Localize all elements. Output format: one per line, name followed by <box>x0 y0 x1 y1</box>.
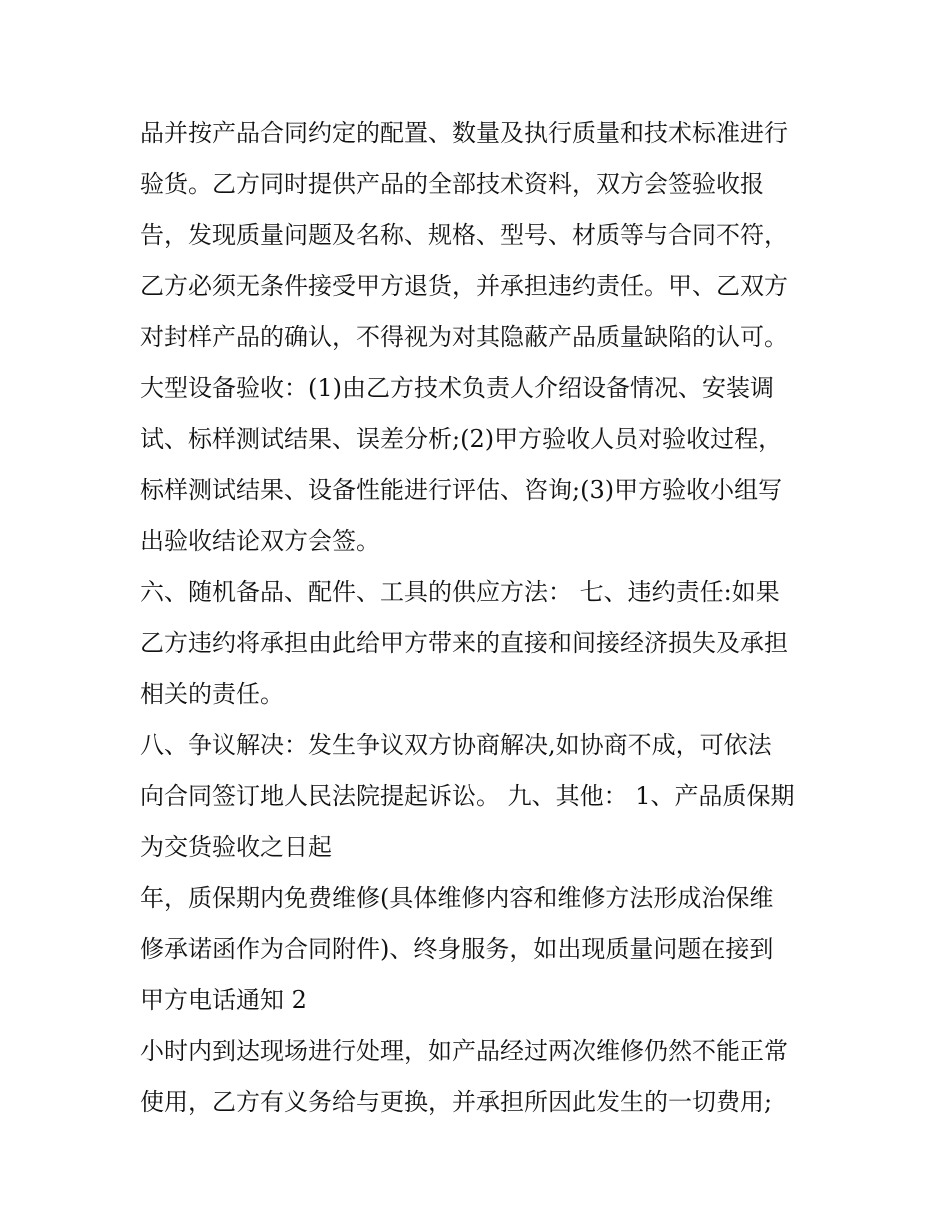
document-body <box>140 108 820 1128</box>
text-line: 出验收结论双方会签。 <box>140 527 380 555</box>
text-line: 甲方电话通知 2 <box>140 986 307 1014</box>
text-line: 小时内到达现场进行处理，如产品经过两次维修仍然不能正常 <box>140 1037 788 1065</box>
text-line: 相关的责任。 <box>140 680 284 708</box>
text-line: 标样测试结果、设备性能进行评估、咨询;(3)甲方验收小组写 <box>140 476 783 504</box>
text-line: 向合同签订地人民法院提起诉讼。 九、其他： 1、产品质保期 <box>140 782 795 810</box>
text-line: 验货。乙方同时提供产品的全部技术资料，双方会签验收报 <box>140 170 764 198</box>
text-line: 乙方违约将承担由此给甲方带来的直接和间接经济损失及承担 <box>140 629 788 657</box>
text-line: 年，质保期内免费维修(具体维修内容和维修方法形成治保维 <box>140 884 774 912</box>
text-line: 试、标样测试结果、误差分析;(2)甲方验收人员对验收过程， <box>140 425 783 453</box>
text-line: 修承诺函作为合同附件)、终身服务，如出现质量问题在接到 <box>140 935 774 963</box>
text-line: 告，发现质量问题及名称、规格、型号、材质等与合同不符， <box>140 221 788 249</box>
text-line: 大型设备验收：(1)由乙方技术负责人介绍设备情况、安装调 <box>140 374 774 402</box>
text-line: 为交货验收之日起 <box>140 833 332 861</box>
text-line: 对封样产品的确认，不得视为对其隐蔽产品质量缺陷的认可。 <box>140 323 788 351</box>
text-line: 使用，乙方有义务给与更换，并承担所因此发生的一切费用; <box>140 1088 773 1116</box>
text-line: 乙方必须无条件接受甲方退货，并承担违约责任。甲、乙双方 <box>140 272 788 300</box>
text-line: 八、争议解决：发生争议双方协商解决,如协商不成，可依法 <box>140 731 772 759</box>
text-line: 品并按产品合同约定的配置、数量及执行质量和技术标准进行 <box>140 119 788 147</box>
text-line: 六、随机备品、配件、工具的供应方法： 七、违约责任:如果 <box>140 578 780 606</box>
